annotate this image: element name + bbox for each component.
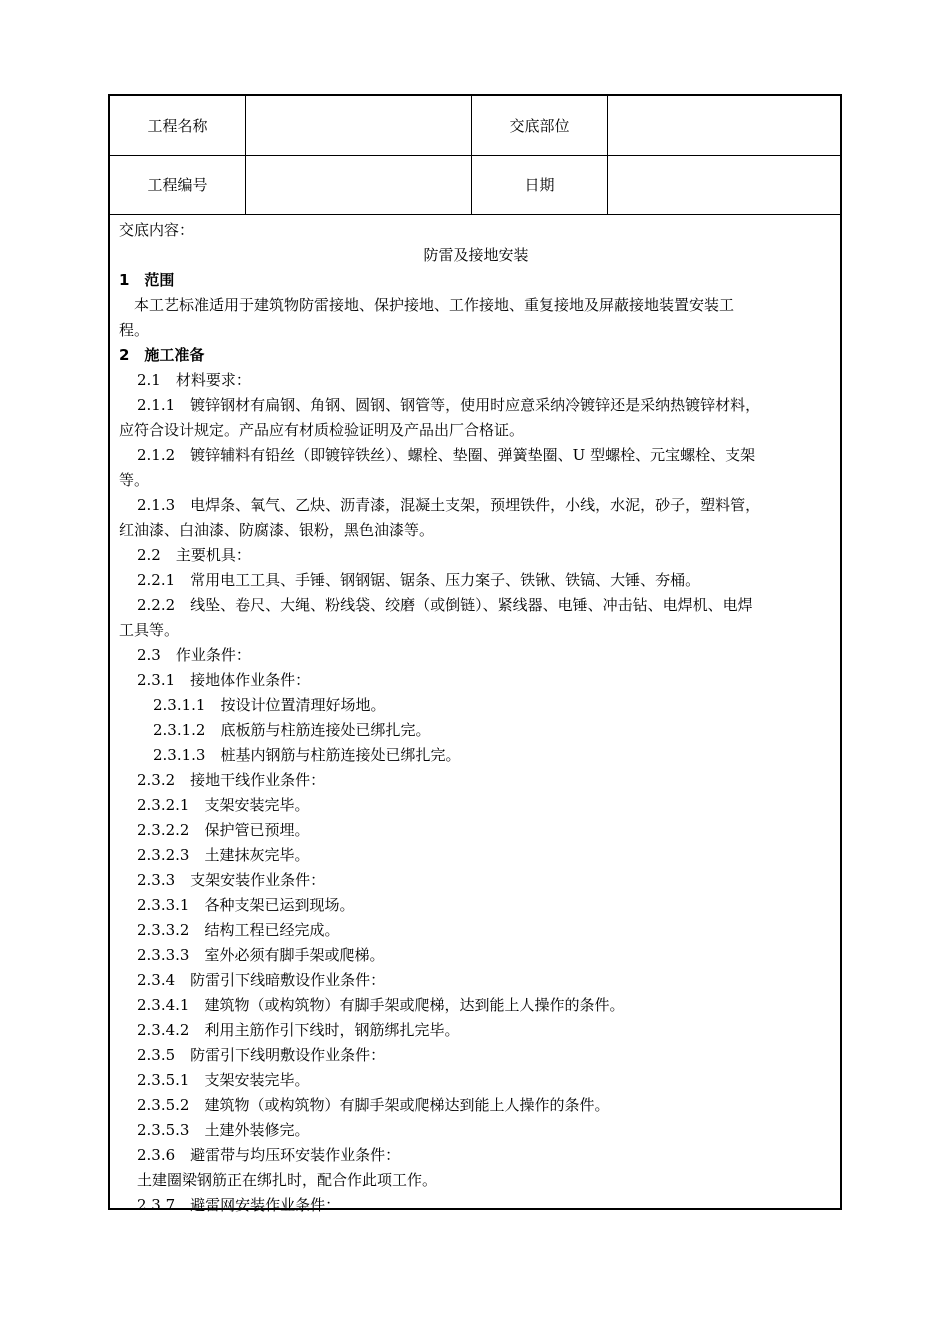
content-line: 2 施工准备 [119,346,205,364]
content-line: 2.3.4.1 建筑物（或构筑物）有脚手架或爬梯，达到能上人操作的条件。 [137,996,625,1014]
content-line: 2.3.2 接地干线作业条件： [137,771,326,789]
content-line: 2.3.3.3 室外必须有脚手架或爬梯。 [137,946,385,964]
project-name-value[interactable] [246,96,472,155]
date-value[interactable] [608,155,840,214]
project-name-label: 工程名称 [110,96,246,155]
header-row-2 [110,155,840,215]
content-line: 2.3.1 接地体作业条件： [137,671,311,689]
content-line: 1 范围 [119,271,175,289]
header-row-1 [110,96,840,156]
content-line: 程。 [119,321,150,339]
content-line: 2.1 材料要求： [137,371,251,389]
content-line: 防雷及接地安装 [423,246,529,264]
content-line: 2.3.4 防雷引下线暗敷设作业条件： [137,971,386,989]
content-line: 本工艺标准适用于建筑物防雷接地、保护接地、工作接地、重复接地及屏蔽接地装置安装工 [119,296,735,314]
content-line: 2.3.6 避雷带与均压环安装作业条件： [137,1146,401,1164]
content-line: 应符合设计规定。产品应有材质检验证明及产品出厂合格证。 [119,421,525,439]
content-line: 2.3.4.2 利用主筋作引下线时，钢筋绑扎完毕。 [137,1021,460,1039]
content-line: 2.1.1 镀锌钢材有扁钢、角钢、圆钢、钢管等，使用时应意采纳冷镀锌还是采纳热镀锌材料， [137,396,761,414]
content-line: 2.3.5.2 建筑物（或构筑物）有脚手架或爬梯达到能上人操作的条件。 [137,1096,610,1114]
content-line: 等。 [119,471,150,489]
content-line: 2.3.5 防雷引下线明敷设作业条件： [137,1046,386,1064]
location-label: 交底部位 [472,96,608,155]
content-line: 2.3.1.3 桩基内钢筋与柱筋连接处已绑扎完。 [153,746,461,764]
content-line: 2.3.7 避雷网安装作业条件： [137,1196,341,1214]
content-line: 红油漆、白油漆、防腐漆、银粉，黑色油漆等。 [119,521,435,539]
location-value[interactable] [608,96,840,155]
content-line: 2.3.3 支架安装作业条件： [137,871,326,889]
content-line: 工具等。 [119,621,180,639]
disclosure-content [110,215,840,1214]
date-label: 日期 [472,155,608,214]
content-line: 2.3.3.1 各种支架已运到现场。 [137,896,355,914]
content-line: 2.2.1 常用电工工具、手锤、钢钢锯、锯条、压力案子、铁锹、铁镐、大锤、夯桶。 [137,571,701,589]
content-line: 2.2 主要机具： [137,546,251,564]
content-line: 2.1.3 电焊条、氧气、乙炔、沥青漆，混凝土支架，预埋铁件，小线，水泥，砂子，塑料管， [137,496,761,514]
content-line: 土建圈梁钢筋正在绑扎时，配合作此项工作。 [137,1171,438,1189]
project-no-label: 工程编号 [110,155,246,214]
content-line: 2.3.3.2 结构工程已经完成。 [137,921,340,939]
content-line: 2.3.5.3 土建外装修完。 [137,1121,310,1139]
content-line: 2.3.5.1 支架安装完毕。 [137,1071,310,1089]
content-line: 2.1.2 镀锌辅料有铅丝（即镀锌铁丝）、螺栓、垫圈、弹簧垫圈、U 型螺栓、元宝螺栓、支架 [137,446,756,464]
content-line: 交底内容： [119,221,195,239]
content-line: 2.3.1.2 底板筋与柱筋连接处已绑扎完。 [153,721,431,739]
content-line: 2.3.2.2 保护管已预埋。 [137,821,310,839]
content-line: 2.3.2.1 支架安装完毕。 [137,796,310,814]
content-line: 2.2.2 线坠、卷尺、大绳、粉线袋、绞磨（或倒链）、紧线器、电锤、冲击钻、电焊机、电焊 [137,596,753,614]
project-no-value[interactable] [246,155,472,214]
content-line: 2.3 作业条件： [137,646,251,664]
content-line: 2.3.2.3 土建抹灰完毕。 [137,846,310,864]
content-line: 2.3.1.1 按设计位置清理好场地。 [153,696,386,714]
technical-disclosure-form [108,94,842,1214]
